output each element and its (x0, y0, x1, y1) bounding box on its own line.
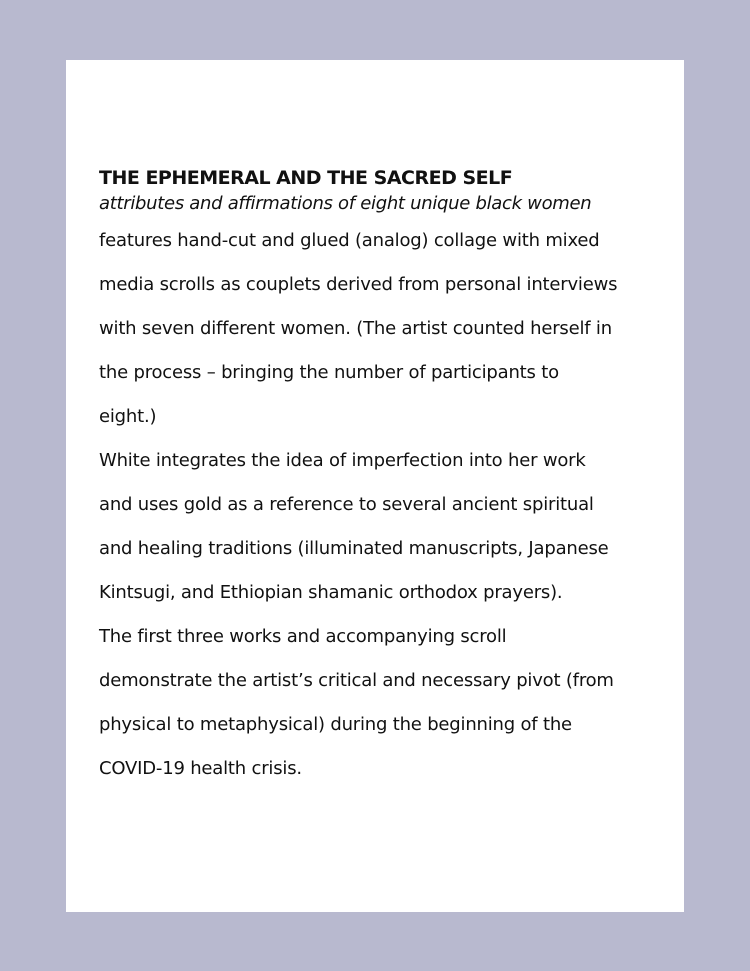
text-line: eight.) (99, 406, 157, 427)
text-line: physical to metaphysical) during the beginning of the (99, 714, 572, 735)
text-line: features hand-cut and glued (analog) collage with mixed (99, 230, 600, 251)
text-line: COVID-19 health crisis. (99, 758, 302, 779)
page-card (66, 60, 684, 912)
text-line: the process – bringing the number of participants to (99, 362, 559, 383)
text-line: media scrolls as couplets derived from personal interviews (99, 274, 618, 295)
text-line: The first three works and accompanying scroll (99, 626, 507, 647)
paragraph-3 (99, 615, 659, 791)
text-line: with seven different women. (The artist counted herself in (99, 318, 612, 339)
text-line: and uses gold as a reference to several ancient spiritual (99, 494, 594, 515)
text-line: and healing traditions (illuminated manuscripts, Japanese (99, 538, 609, 559)
document-subtitle: attributes and affirmations of eight unique black women (99, 193, 592, 214)
paragraph-2 (99, 439, 659, 615)
text-line: Kintsugi, and Ethiopian shamanic orthodox prayers). (99, 582, 563, 603)
text-line: White integrates the idea of imperfection into her work (99, 450, 586, 471)
text-line: demonstrate the artist’s critical and necessary pivot (from (99, 670, 614, 691)
document-body (99, 165, 659, 791)
paragraph-1 (99, 219, 659, 439)
document-title: THE EPHEMERAL AND THE SACRED SELF (99, 167, 513, 189)
